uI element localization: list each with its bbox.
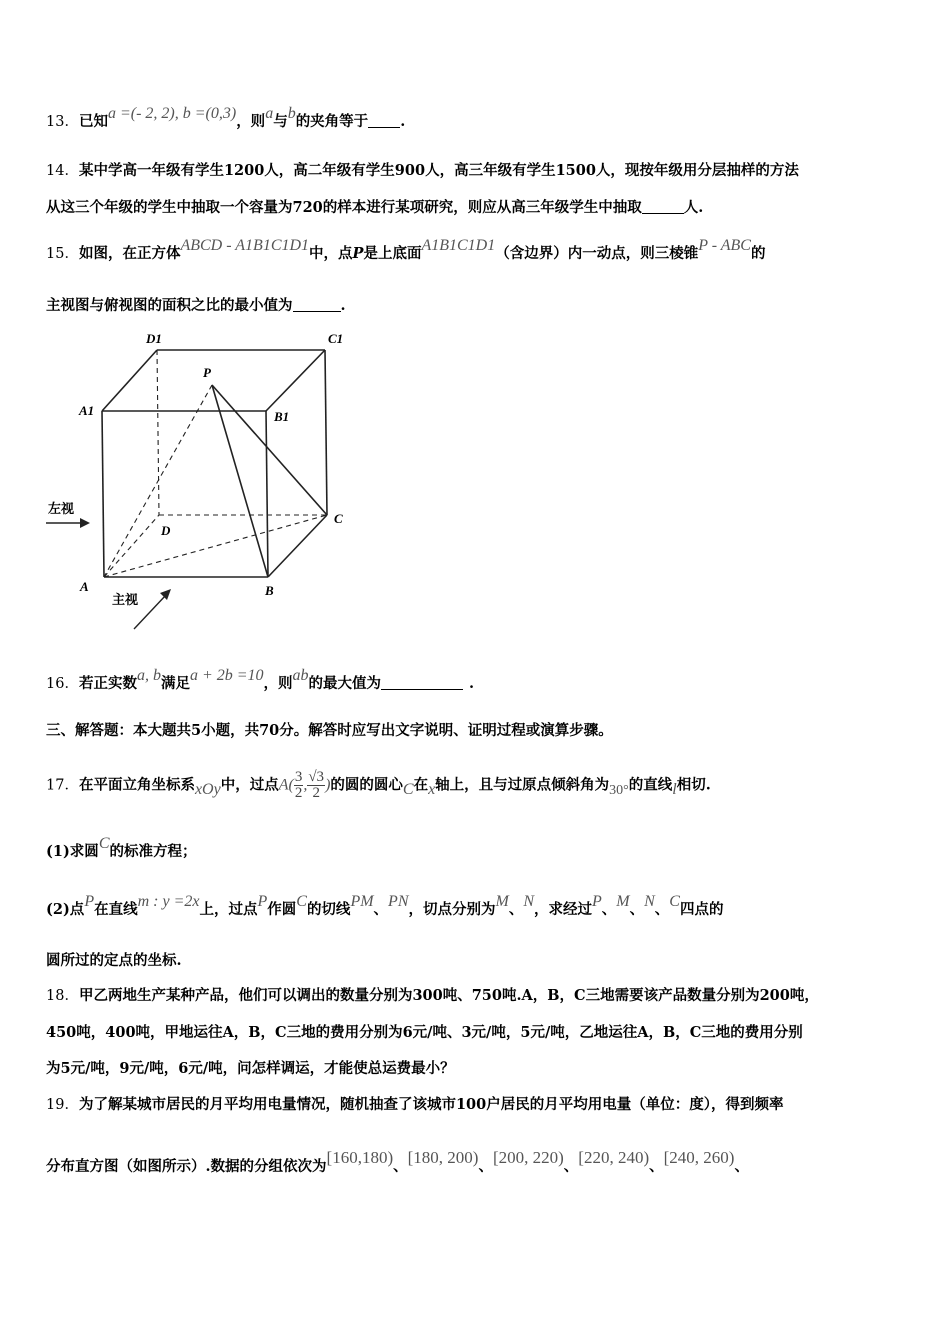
- answer-blank: [293, 297, 341, 312]
- fraction-y: $\frac{√3}{2}$: [308, 769, 325, 801]
- question-17-part1: (1)求圆C的标准方程；: [46, 835, 197, 860]
- question-16: 16．若正实数a, b满足a + 2b =10，则ab的最大值为 .: [46, 667, 475, 692]
- question-19-line1: 19．为了解某城市居民的月平均用电量情况，随机抽查了该城市100户居民的月平均用电量（单位：度），得到频率: [46, 1096, 784, 1113]
- question-18-line1: 18．甲乙两地生产某种产品，他们可以调出的数量分别为300吨、750吨.A，B，C三地需要该产品数量分别为200吨，: [46, 987, 819, 1004]
- front-view-arrowhead-icon: [160, 589, 171, 600]
- edge-p-c: [212, 385, 327, 515]
- label-d: D: [161, 523, 171, 538]
- question-number: 19．: [46, 1097, 79, 1113]
- line-equation: m : y =2x: [137, 893, 200, 910]
- vector-definition: a =(- 2, 2), b =(0,3): [107, 105, 237, 122]
- answer-blank: [381, 675, 463, 690]
- front-view-arrow-icon: [134, 595, 166, 629]
- label-a: A: [80, 579, 89, 594]
- constraint: a + 2b =10: [189, 667, 264, 684]
- label-d1: D1: [146, 331, 162, 346]
- edge-d-d1: [157, 350, 159, 515]
- edge-a-d: [104, 515, 159, 577]
- question-number: 15．: [46, 246, 79, 262]
- question-13: 13．已知a =(- 2, 2), b =(0,3)，则a与b的夹角等于 .: [46, 105, 406, 130]
- question-number: 18．: [46, 988, 79, 1004]
- label-a1: A1: [79, 403, 95, 418]
- left-view-label: 左视: [48, 502, 75, 517]
- label-b: B: [265, 583, 274, 598]
- group-2: [180, 200): [407, 1148, 479, 1167]
- pyramid-name: P - ABC: [698, 237, 751, 254]
- question-number: 13．: [46, 114, 79, 130]
- answer-blank: [368, 113, 400, 128]
- question-15-line1: 15．如图，在正方体ABCD - A1B1C1D1中，点P是上底面A1B1C1D1（含边界）内一动点，则三棱锥P - ABC的: [46, 237, 766, 262]
- question-number: 17．: [46, 777, 79, 794]
- question-number: 16．: [46, 676, 79, 692]
- question-19-line2: 分布直方图（如图所示）.数据的分组依次为[160,180)、[180, 200)、[200, 220)、[220, 240)、[240, 260)、: [46, 1148, 749, 1175]
- question-15-line2: 主视图与俯视图的面积之比的最小值为 .: [46, 297, 346, 314]
- edge-a1-d1: [102, 350, 157, 411]
- question-18-line3: 为5元/吨，9元/吨，6元/吨，问怎样调运，才能使总运费最小？: [46, 1060, 455, 1077]
- edge-b1-c1: [266, 350, 325, 411]
- label-p: P: [203, 365, 211, 380]
- front-view-label: 主视: [112, 593, 139, 608]
- question-17-part2: (2)点P在直线m : y =2x上，过点P作圆C的切线PM、PN，切点分别为M、N，求经过P、M、N、C四点的: [46, 893, 724, 918]
- answer-blank: [642, 199, 684, 214]
- label-b1: B1: [274, 409, 290, 424]
- section-heading: 三、解答题：本大题共5小题，共70分。解答时应写出文字说明、证明过程或演算步骤。: [46, 722, 613, 739]
- face-name: A1B1C1D1: [421, 237, 496, 254]
- group-4: [220, 240): [578, 1148, 650, 1167]
- fraction-x: $\frac{3}{2}$: [294, 769, 303, 801]
- edge-b-c: [268, 515, 327, 577]
- edge-b-b1: [266, 411, 268, 577]
- question-17: 17．在平面立角坐标系xOy中，过点A( $\frac{3}{2}$ , $\frac{√3}{2}$ )的圆的圆心C在x轴上，且与过原点倾斜角为30°的直线l相切.: [46, 769, 711, 801]
- question-14-line2: 从这三个年级的学生中抽取一个容量为720的样本进行某项研究，则应从高三年级学生中抽取 人.: [46, 199, 704, 216]
- edge-a-a1: [102, 411, 104, 577]
- left-view-arrowhead-icon: [80, 518, 90, 528]
- edge-a-c: [104, 515, 327, 577]
- cube-name: ABCD - A1B1C1D1: [180, 237, 310, 254]
- edge-p-b: [212, 385, 268, 577]
- question-14-line1: 14．某中学高一年级有学生1200人，高二年级有学生900人，高三年级有学生1500人，现按年级用分层抽样的方法: [46, 162, 799, 179]
- group-5: [240, 260): [663, 1148, 735, 1167]
- label-c1: C1: [328, 331, 344, 346]
- cube-pyramid-figure: [40, 325, 380, 635]
- group-1: [160,180): [326, 1148, 394, 1167]
- question-17-part2-line2: 圆所过的定点的坐标.: [46, 952, 182, 969]
- group-3: [200, 220): [492, 1148, 564, 1167]
- edge-c-c1: [325, 350, 327, 515]
- label-c: C: [334, 511, 343, 526]
- question-number: 14．: [46, 163, 79, 179]
- question-18-line2: 450吨，400吨，甲地运往A，B，C三地的费用分别为6元/吨、3元/吨，5元/吨，乙地运往A，B，C三地的费用分别: [46, 1024, 803, 1041]
